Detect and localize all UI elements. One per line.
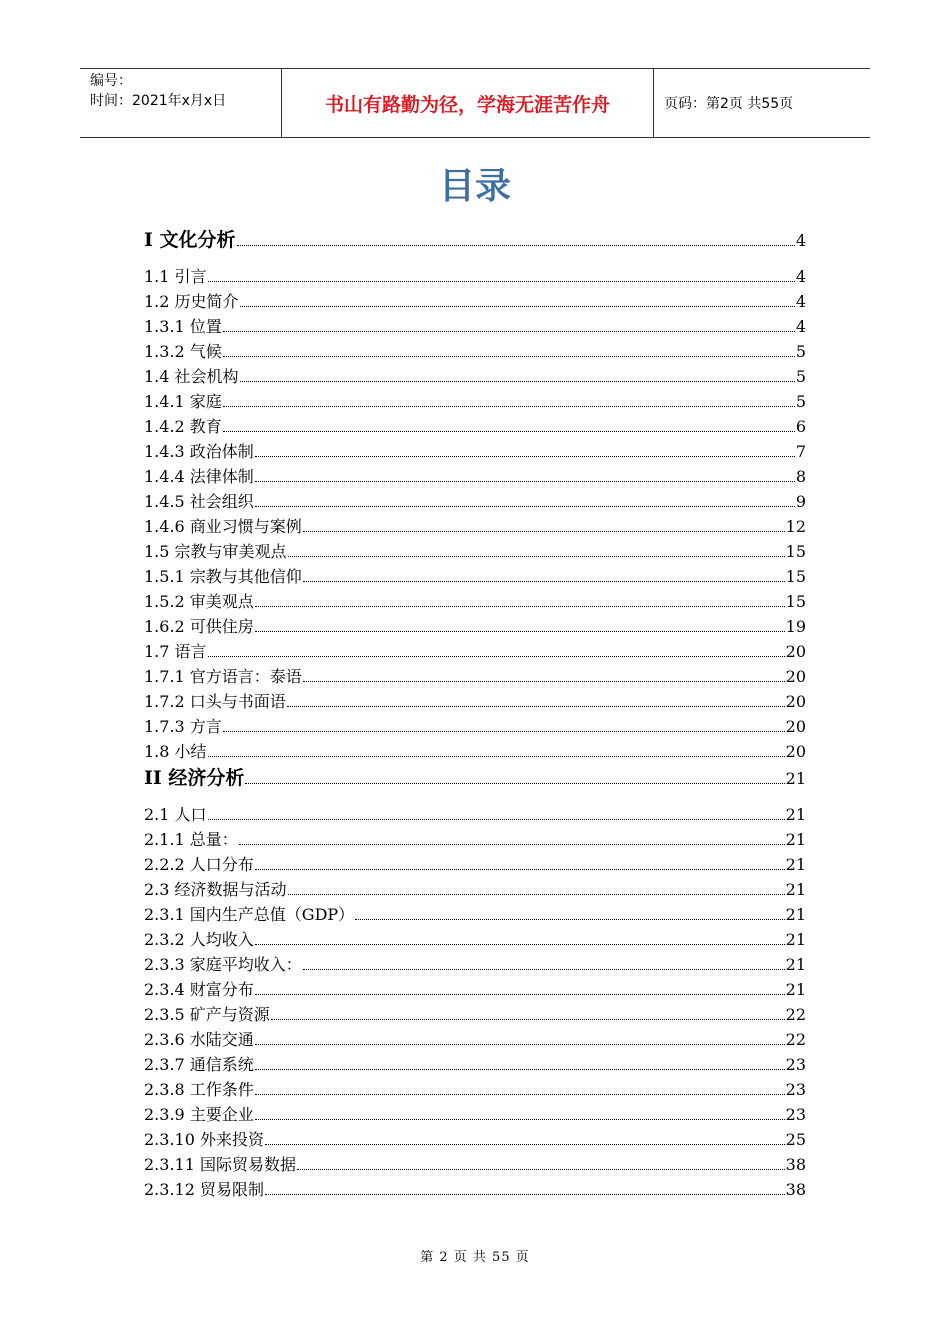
- toc-entry-label: 1.4.4 法律体制: [144, 467, 254, 486]
- toc-entry-page: 4: [795, 292, 806, 311]
- toc-entry[interactable]: [144, 977, 806, 1002]
- toc-entry-page: 23: [785, 1105, 806, 1124]
- toc-entry[interactable]: [144, 827, 806, 852]
- toc-entry-label: 1.1 引言: [144, 267, 207, 286]
- toc-entry-page: 21: [785, 769, 806, 788]
- toc-entry[interactable]: [144, 439, 806, 464]
- toc-leader-dots: [255, 456, 795, 457]
- toc-entry-label: 2.3.2 人均收入: [144, 930, 254, 949]
- toc-entry-page: 12: [785, 517, 806, 536]
- toc-entry-page: 20: [785, 692, 806, 711]
- toc-entry-label: 1.4 社会机构: [144, 367, 239, 386]
- toc-entry-label: 2.3.5 矿产与资源: [144, 1005, 270, 1024]
- toc-entry-label: 1.3.1 位置: [144, 317, 222, 336]
- toc-entry[interactable]: [144, 952, 806, 977]
- toc-entry[interactable]: [144, 389, 806, 414]
- toc-entry[interactable]: [144, 1177, 806, 1202]
- toc-entry-label: 1.7.2 口头与书面语: [144, 692, 286, 711]
- toc-leader-dots: [255, 506, 795, 507]
- toc-leader-dots: [223, 431, 795, 432]
- toc-leader-dots: [303, 681, 785, 682]
- toc-entry-label: 1.4.1 家庭: [144, 392, 222, 411]
- toc-entry-label: 2.3.6 水陆交通: [144, 1030, 254, 1049]
- toc-entry[interactable]: [144, 289, 806, 314]
- toc-entry-page: 20: [785, 667, 806, 686]
- document-number-label: 编号：: [90, 73, 132, 89]
- toc-entry-label: 2.3 经济数据与活动: [144, 880, 287, 899]
- toc-leader-dots: [271, 1019, 785, 1020]
- toc-leader-dots: [255, 994, 785, 995]
- toc-entry-label: 2.3.10 外来投资: [144, 1130, 264, 1149]
- toc-entry-page: 15: [785, 567, 806, 586]
- toc-entry[interactable]: [144, 1027, 806, 1052]
- toc-entry[interactable]: [144, 664, 806, 689]
- toc-entry-label: 1.7.3 方言: [144, 717, 222, 736]
- toc-entry-page: 4: [795, 231, 806, 250]
- toc-entry[interactable]: [144, 1102, 806, 1127]
- toc-entry-label: 1.3.2 气候: [144, 342, 222, 361]
- toc-entry-page: 21: [785, 830, 806, 849]
- toc-entry-label: 1.5 宗教与审美观点: [144, 542, 287, 561]
- toc-section-entry[interactable]: [144, 226, 806, 254]
- toc-entry[interactable]: [144, 927, 806, 952]
- toc-leader-dots: [255, 869, 785, 870]
- toc-entry-page: 21: [785, 805, 806, 824]
- toc-leader-dots: [303, 581, 785, 582]
- toc-entry-label: 2.3.12 贸易限制: [144, 1180, 264, 1199]
- toc-title: 目录: [438, 166, 511, 207]
- toc-entry-page: 4: [795, 317, 806, 336]
- toc-entry[interactable]: [144, 877, 806, 902]
- table-of-contents: [144, 226, 806, 1202]
- toc-entry-page: 5: [795, 367, 806, 386]
- toc-entry-label: 1.4.2 教育: [144, 417, 222, 436]
- toc-entry-label: 2.3.11 国际贸易数据: [144, 1155, 296, 1174]
- toc-leader-dots: [223, 731, 785, 732]
- toc-entry-label: 1.2 历史简介: [144, 292, 239, 311]
- toc-entry-label: 2.3.9 主要企业: [144, 1105, 254, 1124]
- toc-entry[interactable]: [144, 264, 806, 289]
- toc-entry[interactable]: [144, 902, 806, 927]
- toc-entry-label: 1.7.1 官方语言：泰语: [144, 667, 302, 686]
- toc-entry[interactable]: [144, 464, 806, 489]
- toc-entry-page: 23: [785, 1055, 806, 1074]
- toc-section-entry[interactable]: [144, 764, 806, 792]
- toc-leader-dots: [208, 756, 785, 757]
- toc-entry[interactable]: [144, 339, 806, 364]
- toc-leader-dots: [240, 381, 795, 382]
- toc-entry[interactable]: [144, 539, 806, 564]
- toc-entry[interactable]: [144, 639, 806, 664]
- toc-leader-dots: [265, 1194, 785, 1195]
- toc-entry-page: 6: [795, 417, 806, 436]
- toc-entry[interactable]: [144, 1002, 806, 1027]
- toc-leader-dots: [245, 783, 784, 784]
- toc-leader-dots: [208, 281, 795, 282]
- toc-leader-dots: [208, 656, 785, 657]
- toc-entry-page: 38: [785, 1180, 806, 1199]
- toc-entry[interactable]: [144, 802, 806, 827]
- toc-entry-page: 15: [785, 592, 806, 611]
- toc-entry-page: 21: [785, 980, 806, 999]
- toc-entry-label: 2.3.4 财富分布: [144, 980, 254, 999]
- toc-leader-dots: [297, 1169, 785, 1170]
- toc-entry[interactable]: [144, 739, 806, 764]
- toc-entry-page: 21: [785, 880, 806, 899]
- toc-entry-page: 5: [795, 342, 806, 361]
- toc-entry-label: 1.4.5 社会组织: [144, 492, 254, 511]
- toc-leader-dots: [255, 1069, 785, 1070]
- header-meta: [80, 69, 282, 137]
- toc-entry-page: 20: [785, 642, 806, 661]
- toc-leader-dots: [355, 919, 784, 920]
- toc-entry-label: 1.4.3 政治体制: [144, 442, 254, 461]
- toc-leader-dots: [265, 1144, 785, 1145]
- header-motto: 书山有路勤为径，学海无涯苦作舟: [282, 69, 654, 137]
- toc-entry-label: II 经济分析: [144, 767, 245, 789]
- toc-entry[interactable]: [144, 689, 806, 714]
- page-footer: 第 2 页 共 55 页: [420, 1250, 530, 1265]
- toc-entry-page: 21: [785, 930, 806, 949]
- page-header: [80, 68, 870, 138]
- toc-entry-label: 2.3.8 工作条件: [144, 1080, 254, 1099]
- toc-entry[interactable]: [144, 414, 806, 439]
- toc-leader-dots: [255, 1119, 785, 1120]
- toc-entry-page: 25: [785, 1130, 806, 1149]
- toc-leader-dots: [288, 556, 785, 557]
- toc-entry-page: 20: [785, 742, 806, 761]
- toc-entry-page: 38: [785, 1155, 806, 1174]
- toc-entry[interactable]: [144, 1152, 806, 1177]
- toc-entry-page: 4: [795, 267, 806, 286]
- toc-leader-dots: [223, 406, 795, 407]
- toc-entry-page: 15: [785, 542, 806, 561]
- toc-entry-page: 8: [795, 467, 806, 486]
- toc-entry[interactable]: [144, 614, 806, 639]
- toc-leader-dots: [288, 894, 785, 895]
- toc-entry-page: 22: [785, 1005, 806, 1024]
- toc-entry[interactable]: [144, 852, 806, 877]
- toc-leader-dots: [239, 844, 785, 845]
- toc-entry-page: 5: [795, 392, 806, 411]
- toc-leader-dots: [255, 944, 785, 945]
- toc-leader-dots: [255, 1044, 785, 1045]
- toc-entry-label: 2.3.1 国内生产总值（GDP）: [144, 905, 355, 924]
- toc-leader-dots: [240, 306, 795, 307]
- toc-entry-page: 21: [785, 955, 806, 974]
- toc-entry[interactable]: [144, 1052, 806, 1077]
- toc-entry[interactable]: [144, 1127, 806, 1152]
- toc-leader-dots: [255, 481, 795, 482]
- toc-entry[interactable]: [144, 364, 806, 389]
- toc-leader-dots: [303, 531, 785, 532]
- toc-entry[interactable]: [144, 314, 806, 339]
- toc-entry[interactable]: [144, 589, 806, 614]
- toc-entry[interactable]: [144, 564, 806, 589]
- toc-entry-page: 20: [785, 717, 806, 736]
- toc-leader-dots: [237, 245, 795, 246]
- toc-entry-label: 1.5.2 审美观点: [144, 592, 254, 611]
- document-date: 时间：2021年x月x日: [90, 93, 227, 109]
- toc-leader-dots: [303, 969, 785, 970]
- toc-entry-page: 23: [785, 1080, 806, 1099]
- toc-leader-dots: [223, 331, 795, 332]
- toc-leader-dots: [223, 356, 795, 357]
- header-page-info: 页码：第2页 共55页: [664, 96, 794, 112]
- toc-entry-page: 21: [785, 855, 806, 874]
- toc-leader-dots: [255, 1094, 785, 1095]
- toc-leader-dots: [255, 606, 785, 607]
- toc-entry-label: 2.1.1 总量：: [144, 830, 238, 849]
- toc-entry-page: 9: [795, 492, 806, 511]
- toc-leader-dots: [255, 631, 785, 632]
- toc-entry-label: 2.2.2 人口分布: [144, 855, 254, 874]
- toc-entry-label: I 文化分析: [144, 229, 236, 251]
- toc-entry[interactable]: [144, 514, 806, 539]
- toc-entry-label: 2.3.7 通信系统: [144, 1055, 254, 1074]
- toc-entry-label: 1.5.1 宗教与其他信仰: [144, 567, 302, 586]
- toc-leader-dots: [208, 819, 785, 820]
- toc-entry-label: 1.8 小结: [144, 742, 207, 761]
- toc-entry-page: 22: [785, 1030, 806, 1049]
- toc-entry-page: 21: [785, 905, 806, 924]
- toc-entry[interactable]: [144, 714, 806, 739]
- toc-entry-page: 7: [795, 442, 806, 461]
- toc-leader-dots: [287, 706, 785, 707]
- toc-entry-label: 2.3.3 家庭平均收入：: [144, 955, 302, 974]
- toc-entry-page: 19: [785, 617, 806, 636]
- toc-entry-label: 1.6.2 可供住房: [144, 617, 254, 636]
- toc-entry-label: 1.4.6 商业习惯与案例: [144, 517, 302, 536]
- toc-entry[interactable]: [144, 1077, 806, 1102]
- toc-entry-label: 1.7 语言: [144, 642, 207, 661]
- toc-entry[interactable]: [144, 489, 806, 514]
- toc-entry-label: 2.1 人口: [144, 805, 207, 824]
